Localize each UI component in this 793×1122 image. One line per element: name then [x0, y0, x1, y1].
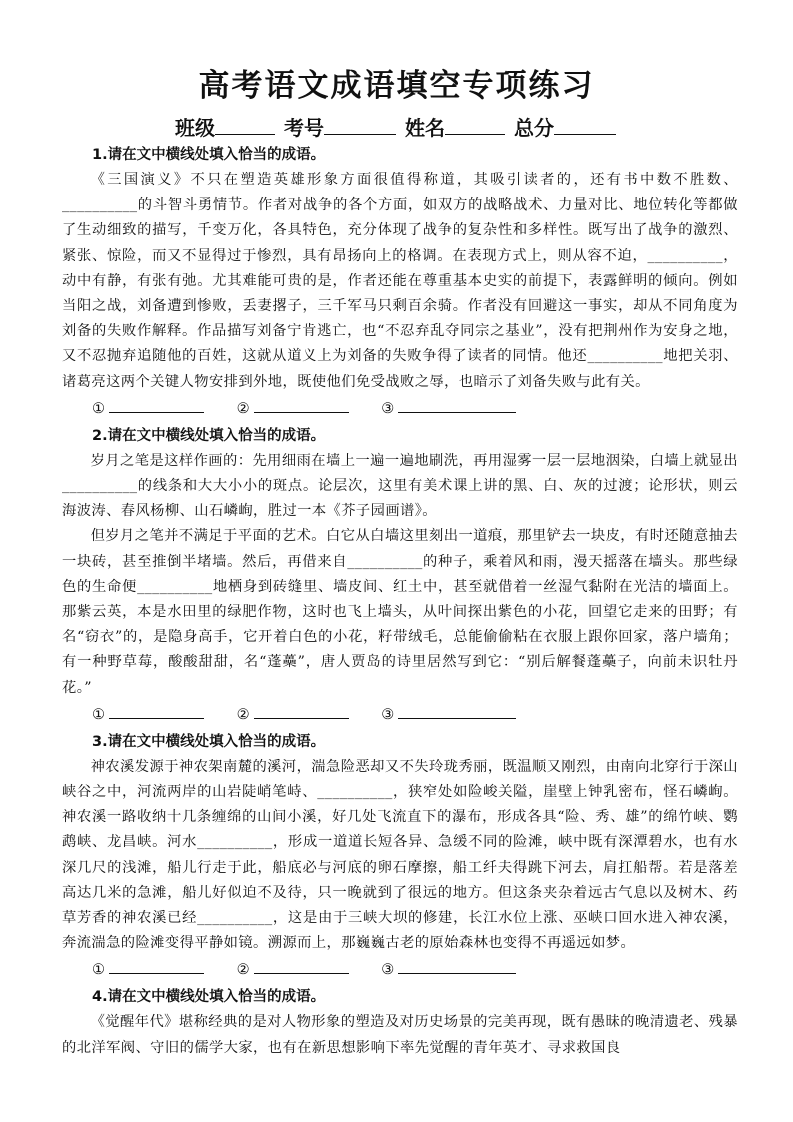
- answer-1[interactable]: ①: [92, 395, 204, 423]
- answer-row: [92, 701, 738, 729]
- class-blank[interactable]: [215, 116, 275, 135]
- number-label: 考号: [284, 116, 325, 140]
- answer-row: [92, 956, 738, 984]
- score-blank[interactable]: [554, 116, 616, 135]
- score-label: 总分: [513, 116, 554, 140]
- answer-1[interactable]: ①: [92, 701, 204, 729]
- question-1: [62, 142, 738, 423]
- question-title: 4.请在文中横线处填入恰当的成语。: [92, 989, 326, 1006]
- answer-3[interactable]: ③: [381, 701, 516, 729]
- question-2: [62, 423, 738, 729]
- question-passage: 但岁月之笔并不满足于平面的艺术。白它从白墙这里刻出一道痕，那里铲去一块皮，有时还随意抽去一块砖，甚至推倒半堵墙。然后，再借来自__________的种子，乘着风和雨，漫天摇落在墙头。那些绿色的生命便__________地栖身到砖缝里、墙皮间、红土中，甚至就借着一丝湿气黏附在光洁的墙面上。那紫云英，本是水田里的绿肥作物，这时也飞上墙头，从叶间探出紫色的小花，回望它走来的田野；有名“窃衣”的，是隐身高手，它开着白色的小花，籽带绒毛，总能偷偷粘在衣服上跟你回家，落户墙角；有一种野草莓，酸酸甜甜，名“蓬蘽”，唐人贾岛的诗里居然写到它：“别后解餐蓬蘽子，向前未识牡丹花。”: [62, 528, 738, 696]
- class-label: 班级: [175, 116, 216, 140]
- question-passage: 神农溪发源于神农架南麓的溪河，湍急险恶却又不失玲珑秀丽，既温顺又刚烈，由南向北穿行于深山峡谷之中，河流两岸的山岩陡峭笔峙、__________，狭窄处如险峻关隘，崖壁上钟乳密布，怪石嶙峋。神农溪一路收纳十几条缠绵的山间小溪，好几处飞流直下的瀑布，形成各具“险、秀、雄”的绵竹峡、鹦鹉峡、龙昌峡。河水__________，形成一道道长短各异、急缓不同的险滩，峡中既有深潭碧水，也有水深几尺的浅滩，船儿行走于此，船底必与河底的卵石摩擦，船工纤夫得跳下河去，肩扛船帮。若是落差高达几米的急滩，船儿好似迫不及待，只一晚就到了很远的地方。但这条夹杂着远古气息以及树木、药草芳香的神农溪已经__________，这是由于三峡大坝的修建，长江水位上涨、巫峡口回水进入神农溪，奔流湍急的险滩变得平静如镜。溯源而上，那巍巍古老的原始森林也变得不再遥远如梦。: [62, 758, 738, 952]
- question-title: 3.请在文中横线处填入恰当的成语。: [92, 733, 326, 750]
- name-blank[interactable]: [445, 116, 505, 135]
- number-blank[interactable]: [324, 116, 396, 135]
- questions-list: [62, 142, 738, 1061]
- question-3: [62, 729, 738, 985]
- question-4: [62, 984, 738, 1060]
- answer-2[interactable]: ②: [237, 956, 349, 984]
- answer-1[interactable]: ①: [92, 956, 204, 984]
- question-passage: 《三国演义》不只在塑造英雄形象方面很值得称道，其吸引读者的，还有书中数不胜数、__________的斗智斗勇情节。作者对战争的各个方面，如双方的战略战术、力量对比、地位转化等都做了生动细致的描写，千变万化，各具特色，充分体现了战争的复杂性和多样性。既写出了战争的激烈、紧张、惊险，而又不显得过于惨烈，具有昂扬向上的格调。在表现方式上，则从容不迫，__________，动中有静，有张有弛。尤其难能可贵的是，作者还能在尊重基本史实的前提下，表露鲜明的倾向。例如当阳之战，刘备遭到惨败，丢妻撂子，三千军马只剩百余骑。作者没有回避这一事实，却从不同角度为刘备的失败作解释。作品描写刘备宁肯逃亡，也“不忍弃乱夺同宗之基业”，没有把荆州作为安身之地，又不忍抛弃追随他的百姓，这就从道义上为刘备的失败争得了读者的同情。他还__________地把关羽、诸葛亮这两个关键人物安排到外地，既使他们免受战败之辱，也暗示了刘备失败与此有关。: [62, 172, 738, 390]
- question-title: 1.请在文中横线处填入恰当的成语。: [92, 147, 326, 163]
- answer-2[interactable]: ②: [237, 701, 349, 729]
- question-passage: 岁月之笔是这样作画的：先用细雨在墙上一遍一遍地刷洗，再用湿雾一层一层地洇染，白墙上就显出__________的线条和大大小小的斑点。论层次，这里有美术课上讲的黑、白、灰的过渡；论形状，则云海波涛、春风杨柳、山石嶙峋，胜过一本《芥子园画谱》。: [62, 452, 738, 520]
- name-label: 姓名: [404, 116, 445, 140]
- question-title: 2.请在文中横线处填入恰当的成语。: [92, 427, 326, 444]
- answer-3[interactable]: ③: [381, 395, 516, 423]
- question-passage: 《觉醒年代》堪称经典的是对人物形象的塑造及对历史场景的完美再现，既有愚昧的晚清遗老、残暴的北洋军阀、守旧的儒学大家，也有在新思想影响下率先觉醒的青年英才、寻求救国良: [62, 1014, 738, 1056]
- answer-2[interactable]: ②: [237, 395, 349, 423]
- answer-3[interactable]: ③: [381, 956, 516, 984]
- answer-row: [92, 395, 738, 423]
- student-info-row: [0, 112, 793, 141]
- page-title: 高考语文成语填空专项练习: [198, 68, 595, 104]
